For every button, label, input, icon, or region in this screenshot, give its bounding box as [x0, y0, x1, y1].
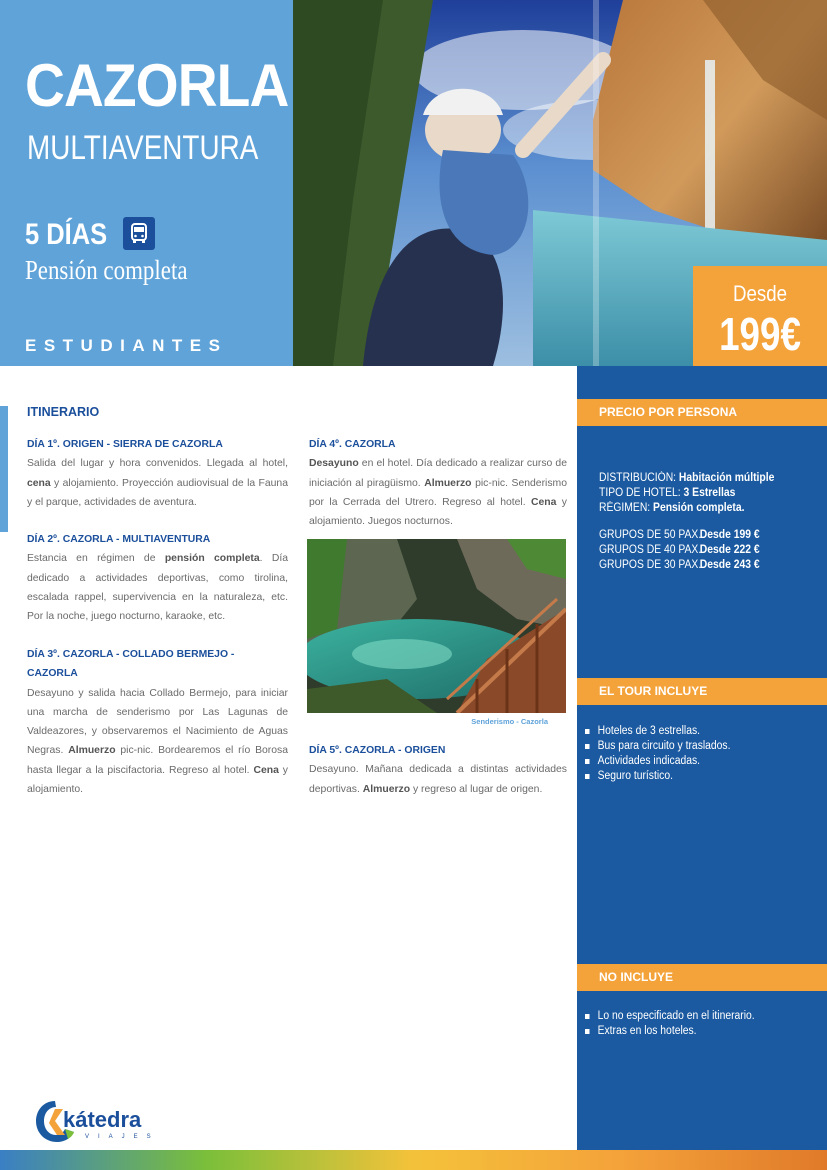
day-text: Desayuno y salida hacia Collado Bermejo, para iniciar una marcha de senderismo por Las Lagunas de Valdeazores, y observaremos el Nacimiento de Aguas Negras. Almuerzo pic-nic. Bordearemos el río Borosa hasta llegar a la piscifactoria. Regreso al hotel. Cena y alojamiento.: [27, 687, 288, 795]
day-title: DÍA 5º. CAZORLA - ORIGEN: [309, 745, 446, 756]
day-title: DÍA 3º. CAZORLA - COLLADO BERMEJO - CAZORLA: [27, 649, 235, 680]
canyon-walkway-photo: [307, 539, 566, 713]
page-subtitle: MULTIAVENTURA: [27, 129, 259, 167]
list-item: Lo no especificado en el itinerario.: [585, 1009, 755, 1024]
price-from-label: Desde: [732, 281, 788, 306]
list-item: Actividades indicadas.: [585, 754, 730, 769]
includes-header: EL TOUR INCLUYE: [577, 678, 827, 705]
price-amount: 199€: [719, 308, 801, 360]
trip-duration: 5 DÍAS: [25, 218, 108, 251]
day-2: [27, 530, 288, 626]
itinerary-title: ITINERARIO: [27, 405, 100, 419]
photo-caption: Senderismo - Cazorla: [471, 717, 548, 726]
distribution-line: DISTRIBUCIÓN: Habitación múltiple: [599, 472, 775, 484]
day-4: [309, 435, 567, 531]
includes-list: [585, 724, 747, 784]
group-prices: [599, 528, 778, 572]
audience-label: ESTUDIANTES: [25, 336, 228, 355]
group-price-row: GRUPOS DE 40 PAX. Desde 222 €: [599, 543, 760, 556]
pricing-header: PRECIO POR PERSONA: [577, 399, 827, 426]
regime-line: RÉGIMEN: Pensión completa.: [599, 501, 745, 514]
board-type: Pensión completa: [25, 255, 188, 285]
brand-tagline: VIAJES: [85, 1134, 160, 1140]
pricing-details: [599, 471, 794, 515]
hotel-type-line: TIPO DE HOTEL: 3 Estrellas: [599, 486, 736, 499]
excludes-list: [585, 1009, 774, 1039]
day-3: [27, 645, 288, 799]
group-price-row: GRUPOS DE 50 PAX. Desde 199 €: [599, 529, 760, 541]
day-1: [27, 435, 288, 512]
list-item: Hoteles de 3 estrellas.: [585, 724, 730, 739]
bus-icon: [123, 217, 155, 250]
brand-name: kátedra: [63, 1107, 142, 1132]
list-item: Bus para circuito y traslados.: [585, 739, 730, 754]
excludes-header: NO INCLUYE: [577, 964, 827, 991]
footer-gradient-bar: [0, 1150, 827, 1170]
day-text: Estancia en régimen de pensión completa. Día dedicado a actividades deportivas, como tirolina, escalada rappel, supervivencia en la naturaleza, etc. Por la noche, juego nocturno, karaoke, etc.: [27, 553, 288, 623]
list-item: Seguro turístico.: [585, 769, 730, 784]
day-text: Desayuno en el hotel. Día dedicado a realizar curso de iniciación al piragüismo. Almuerzo pic-nic. Senderismo por la Cerrada del Utrero. Regreso al hotel. Cena y alojamiento. Juegos nocturnos.: [309, 458, 568, 528]
day-5: [309, 741, 567, 799]
day-text: Salida del lugar y hora convenidos. Llegada al hotel, cena y alojamiento. Proyección audiovisual de la Fauna y el parque, actividades de aventura.: [27, 458, 288, 508]
day-title: DÍA 2º. CAZORLA - MULTIAVENTURA: [27, 534, 211, 545]
day-title: DÍA 4º. CAZORLA: [309, 439, 396, 450]
list-item: Extras en los hoteles.: [585, 1024, 755, 1039]
day-title: DÍA 1º. ORIGEN - SIERRA DE CAZORLA: [27, 439, 223, 450]
page-title: CAZORLA: [25, 52, 289, 119]
group-price-row: GRUPOS DE 30 PAX. Desde 243 €: [599, 558, 760, 571]
day-text: Desayuno. Mañana dedicada a distintas actividades deportivas. Almuerzo y regreso al lugar de origen.: [309, 764, 567, 795]
price-badge: [693, 266, 827, 366]
accent-bar: [0, 406, 8, 532]
